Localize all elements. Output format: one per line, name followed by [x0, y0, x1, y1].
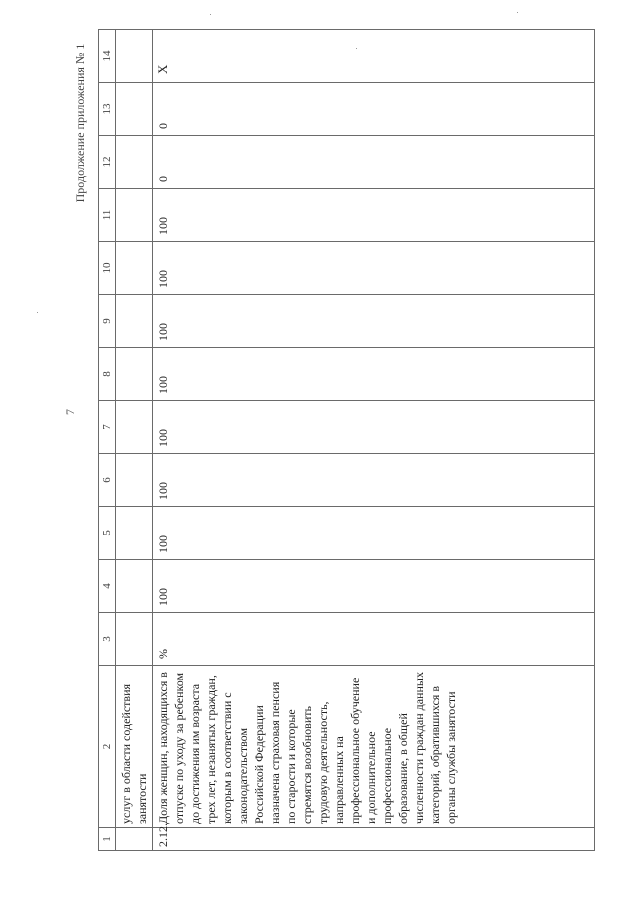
section-continuation-text: услуг в области содействия занятости [116, 666, 153, 828]
header-col-9: 9 [99, 295, 116, 348]
value-col-6: 100 [153, 454, 595, 507]
header-col-10: 10 [99, 242, 116, 295]
value-col-5: 100 [153, 507, 595, 560]
header-col-7: 7 [99, 401, 116, 454]
appendix-continuation-note: Продолжение приложения № 1 [73, 43, 87, 203]
value-col-11: 100 [153, 189, 595, 242]
scan-speck [210, 14, 211, 15]
value-col-13: 0 [153, 83, 595, 136]
header-col-6: 6 [99, 454, 116, 507]
scan-speck [517, 12, 518, 13]
section-continuation-row [116, 30, 153, 851]
table-row [153, 30, 595, 851]
value-col-10: 100 [153, 242, 595, 295]
value-col-9: 100 [153, 295, 595, 348]
scan-speck [37, 312, 38, 313]
header-col-13: 13 [99, 83, 116, 136]
header-col-1: 1 [99, 828, 116, 851]
indicator-table-wrapper [98, 32, 580, 851]
row-number: 2.12. [153, 828, 595, 851]
header-col-2: 2 [99, 666, 116, 828]
value-col-4: 100 [153, 560, 595, 613]
header-col-3: 3 [99, 613, 116, 666]
header-col-12: 12 [99, 136, 116, 189]
value-col-8: 100 [153, 348, 595, 401]
header-col-14: 14 [99, 30, 116, 83]
header-col-5: 5 [99, 507, 116, 560]
header-col-11: 11 [99, 189, 116, 242]
indicator-table [98, 29, 595, 851]
indicator-name: Доля женщин, находящихся в отпуске по уходу за ребенком до достижения им возраста трех лет, незанятых граждан, которым в соответствии с законодательством Российской Федерации назначена страховая пенсия по старости и которые стремятся возобновить трудовую деятельность, направленных на профессиональное обучение и дополнительное профессиональное образование, в общей численности граждан данных категорий, обратившихся в органы службы занятости [153, 666, 595, 828]
value-col-14: X [153, 30, 595, 83]
value-col-12: 0 [153, 136, 595, 189]
scan-speck [356, 48, 357, 49]
unit-cell: % [153, 613, 595, 666]
header-col-4: 4 [99, 560, 116, 613]
header-col-8: 8 [99, 348, 116, 401]
header-number-row [99, 30, 116, 851]
page-number: 7 [63, 409, 77, 415]
value-col-7: 100 [153, 401, 595, 454]
